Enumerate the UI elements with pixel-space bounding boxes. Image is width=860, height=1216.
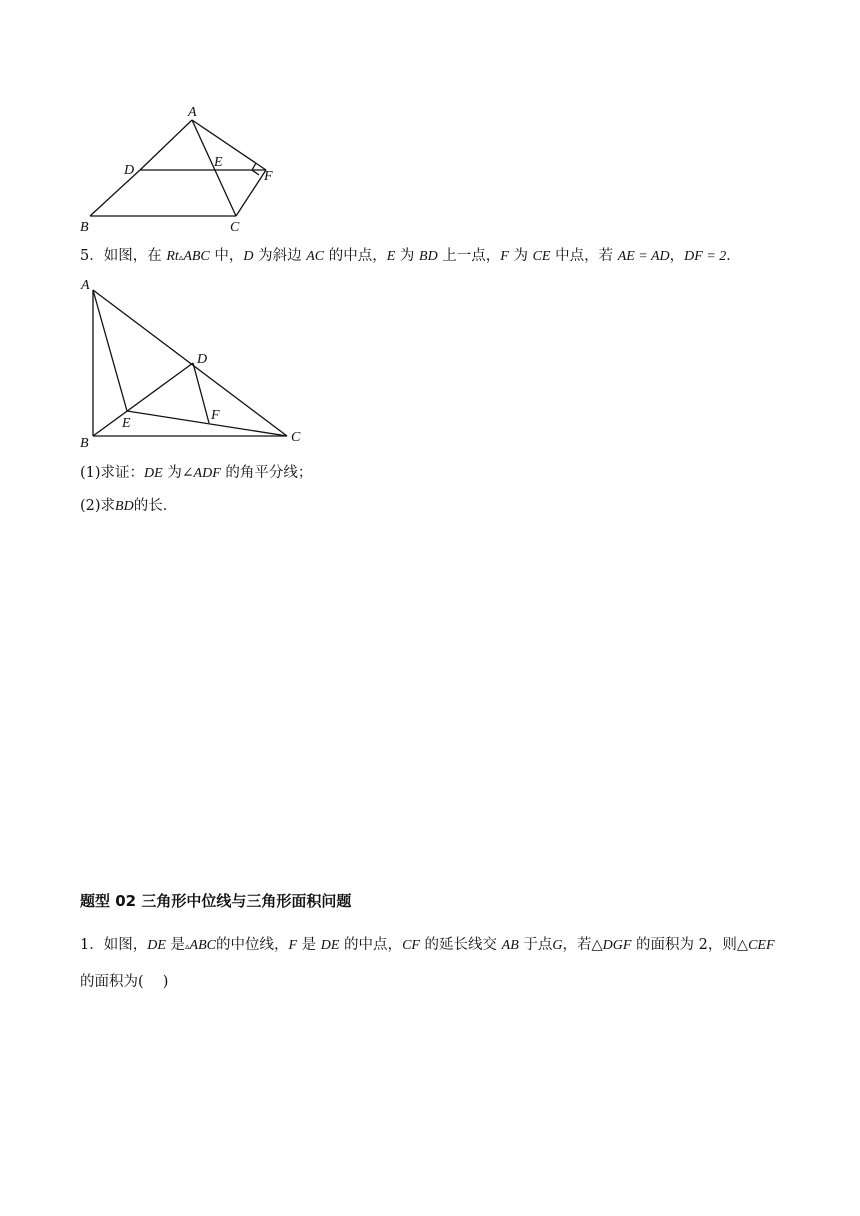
- problem-5-statement: 5．如图，在 Rt▵ABC 中，D 为斜边 AC 的中点，E 为 BD 上一点，F 为 CE 中点，若 AE = AD，DF = 2．: [80, 248, 741, 264]
- problem-number: 5．: [80, 248, 104, 264]
- segment-fc: [236, 170, 266, 216]
- section-heading: 题型 02 三角形中位线与三角形面积问题: [80, 892, 352, 910]
- label-b: B: [80, 220, 89, 235]
- triangle-symbol: ▵: [185, 942, 190, 952]
- figure-1-svg: [70, 100, 290, 240]
- segment-ad: [140, 120, 192, 170]
- label-a: A: [188, 105, 197, 120]
- figure-1: [70, 100, 290, 240]
- label-d: D: [197, 352, 208, 367]
- sub-question-1: (1)求证：DE 为∠ADF 的角平分线；: [80, 465, 313, 481]
- label-e: E: [214, 155, 223, 170]
- label-f: F: [211, 408, 220, 423]
- label-c: C: [230, 220, 240, 235]
- sub-question-2: (2)求BD的长．: [80, 498, 178, 514]
- label-a: A: [81, 278, 90, 293]
- figure-2: [75, 275, 315, 450]
- label-f: F: [264, 169, 273, 184]
- label-c: C: [291, 430, 301, 445]
- segment-ae: [93, 290, 127, 411]
- label-b: B: [80, 436, 89, 451]
- label-e: E: [122, 416, 131, 431]
- label-d: D: [124, 163, 135, 178]
- segment-bd: [93, 363, 193, 436]
- triangle-symbol: ▵: [178, 253, 184, 263]
- question-1-statement: 1．如图，DE 是▵ABC的中位线，F 是 DE 的中点，CF 的延长线交 AB 于点G，若△DGF 的面积为 2，则△CEF 的面积为( ): [80, 937, 775, 990]
- figure-2-svg: [75, 275, 315, 450]
